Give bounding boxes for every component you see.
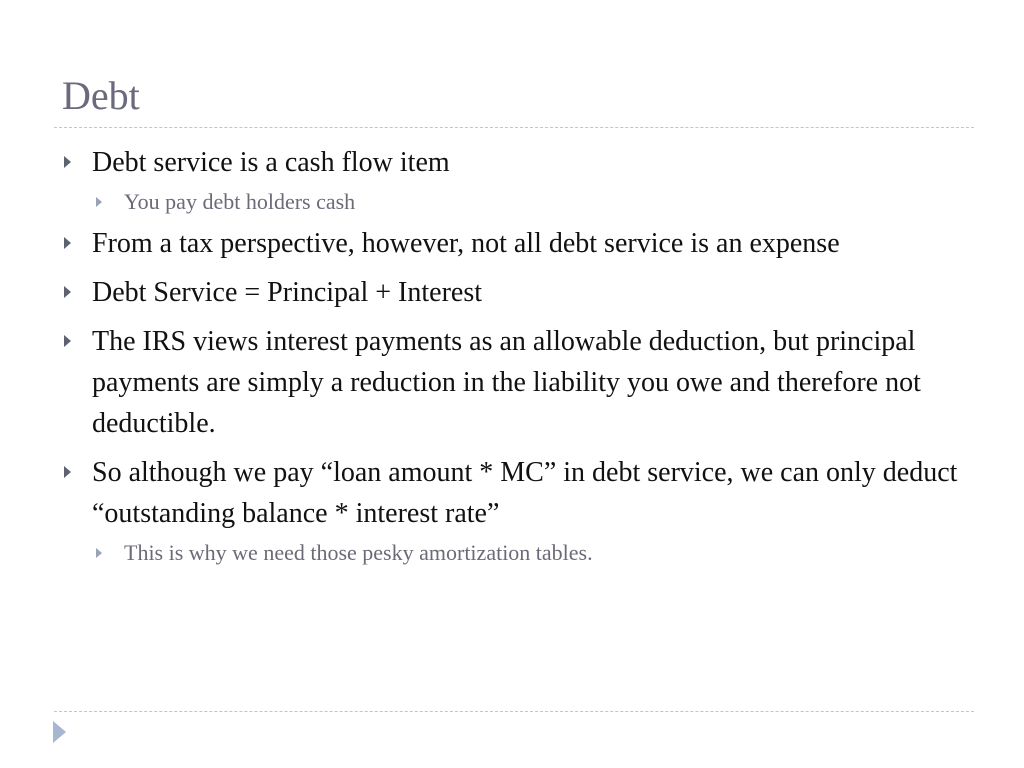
title-divider [54,127,974,128]
bullet-item [62,142,962,183]
bullet-list [62,142,962,574]
bullet-text: Debt service is a cash flow item [92,147,450,178]
footer-divider [54,711,974,712]
bullet-arrow-icon [64,156,71,168]
sub-bullet-text: This is why we need those pesky amortization tables. [124,540,593,565]
bullet-text: Debt Service = Principal + Interest [92,277,483,308]
bullet-text: The IRS views interest payments as an allowable deduction, but principal payments are simply a reduction in the liability you owe and therefore not deductible. [92,326,921,439]
sub-bullet-text: You pay debt holders cash [124,189,356,214]
bullet-arrow-icon [64,286,71,298]
bullet-item [62,452,962,534]
sub-bullet-item [62,187,962,217]
sub-bullet-arrow-icon [96,197,102,207]
bullet-arrow-icon [64,237,71,249]
bullet-text: From a tax perspective, however, not all debt service is an expense [92,228,840,259]
bullet-item [62,272,962,313]
bullet-arrow-icon [64,335,71,347]
bullet-item [62,223,962,264]
play-triangle-icon[interactable] [53,721,66,743]
slide-title: Debt [62,73,140,118]
sub-bullet-arrow-icon [96,548,102,558]
sub-bullet-item [62,538,962,568]
bullet-text: So although we pay “loan amount * MC” in debt service, we can only deduct “outstanding balance * interest rate” [92,457,958,529]
bullet-arrow-icon [64,466,71,478]
bullet-item [62,321,962,444]
